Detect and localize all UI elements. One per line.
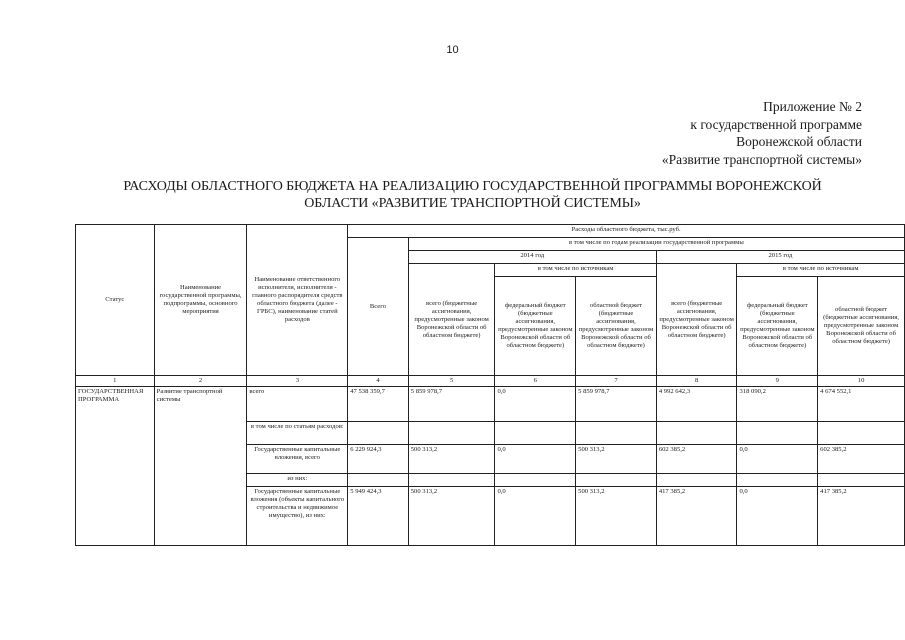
cell-2014-regional: 500 313,2 <box>576 445 657 474</box>
column-number: 4 <box>348 376 409 387</box>
cell-2015-total: 417 385,2 <box>656 487 737 546</box>
page-number: 10 <box>446 44 459 56</box>
cell-total: 6 229 924,3 <box>348 445 409 474</box>
row-item: в том числе по статьям расходов: <box>247 422 348 445</box>
cell-empty <box>495 422 576 445</box>
cell-empty <box>737 422 818 445</box>
header-year-2015: 2015 год <box>656 251 904 264</box>
column-number: 3 <box>247 376 348 387</box>
cell-empty <box>576 422 657 445</box>
cell-2015-total: 4 992 642,3 <box>656 387 737 422</box>
cell-empty <box>408 474 495 487</box>
column-number: 10 <box>818 376 905 387</box>
header-2014-federal: федеральный бюджет (бюджетные ассигнования, предусмотренные законом Воронежской области об областном бюджете) <box>495 277 576 376</box>
cell-2015-federal: 318 090,2 <box>737 387 818 422</box>
cell-empty <box>737 474 818 487</box>
cell-2015-federal: 0,0 <box>737 487 818 546</box>
title-line-2: ОБЛАСТИ «РАЗВИТИЕ ТРАНСПОРТНОЙ СИСТЕМЫ» <box>304 196 641 211</box>
column-number: 7 <box>576 376 657 387</box>
column-number: 2 <box>154 376 247 387</box>
cell-total: 5 949 424,3 <box>348 487 409 546</box>
cell-empty <box>576 474 657 487</box>
header-total: Всего <box>348 238 409 376</box>
cell-empty <box>408 422 495 445</box>
row-item: всего <box>247 387 348 422</box>
header-2014-by-sources: в том числе по источникам <box>495 264 656 277</box>
cell-empty <box>348 422 409 445</box>
cell-empty <box>348 474 409 487</box>
cell-2015-regional: 4 674 552,1 <box>818 387 905 422</box>
cell-2015-regional: 417 385,2 <box>818 487 905 546</box>
cell-2014-total: 5 859 978,7 <box>408 387 495 422</box>
header-2014-total: всего (бюджетные ассигнования, предусмотренные законом Воронежской области об областном бюджете) <box>408 264 495 376</box>
column-number: 1 <box>76 376 155 387</box>
cell-2014-regional: 5 859 978,7 <box>576 387 657 422</box>
header-by-years: в том числе по годам реализации государственной программы <box>408 238 904 251</box>
budget-table <box>75 224 905 546</box>
cell-2015-regional: 602 385,2 <box>818 445 905 474</box>
header-program-name: Наименование государственной программы, подпрограммы, основного мероприятия <box>154 225 247 376</box>
cell-2014-federal: 0,0 <box>495 387 576 422</box>
header-executor: Наименование ответственного исполнителя, исполнителя - главного распорядителя средств областного бюджета (далее - ГРБС), наименование статей расходов <box>247 225 348 376</box>
row-program: Развитие транспортной системы <box>154 387 247 546</box>
table-row <box>76 387 905 422</box>
header-2015-total: всего (бюджетные ассигнования, предусмотренные законом Воронежской области об областном бюджете) <box>656 264 737 376</box>
header-2015-regional: областной бюджет (бюджетные ассигнования, предусмотренные законом Воронежской области об областном бюджете) <box>818 277 905 376</box>
cell-empty <box>818 422 905 445</box>
header-2014-regional: областной бюджет (бюджетные ассигнования, предусмотренные законом Воронежской области об областном бюджете) <box>576 277 657 376</box>
row-status: ГОСУДАРСТВЕННАЯ ПРОГРАММА <box>76 387 155 546</box>
title-line-1: РАСХОДЫ ОБЛАСТНОГО БЮДЖЕТА НА РЕАЛИЗАЦИЮ ГОСУДАРСТВЕННОЙ ПРОГРАММЫ ВОРОНЕЖСКОЙ <box>123 179 822 194</box>
row-item: Государственные капитальные вложения (объекты капитального строительства и недвижимое имущество), из них: <box>247 487 348 546</box>
cell-2014-total: 500 313,2 <box>408 487 495 546</box>
cell-2015-federal: 0,0 <box>737 445 818 474</box>
cell-2014-federal: 0,0 <box>495 445 576 474</box>
row-item: Государственные капитальные вложения, всего <box>247 445 348 474</box>
column-number: 5 <box>408 376 495 387</box>
header-expenses: Расходы областного бюджета, тыс.руб. <box>348 225 905 238</box>
cell-empty <box>495 474 576 487</box>
appendix-line-3: Воронежской области <box>736 134 862 149</box>
document-title <box>60 178 885 212</box>
cell-2014-total: 500 313,2 <box>408 445 495 474</box>
cell-empty <box>818 474 905 487</box>
column-number: 8 <box>656 376 737 387</box>
cell-empty <box>656 422 737 445</box>
cell-2014-federal: 0,0 <box>495 487 576 546</box>
appendix-line-1: Приложение № 2 <box>763 99 862 114</box>
column-number: 6 <box>495 376 576 387</box>
header-year-2014: 2014 год <box>408 251 656 264</box>
cell-empty <box>656 474 737 487</box>
row-item: из них: <box>247 474 348 487</box>
cell-2014-regional: 500 313,2 <box>576 487 657 546</box>
appendix-line-2: к государственной программе <box>690 116 862 132</box>
cell-2015-total: 602 385,2 <box>656 445 737 474</box>
cell-total: 47 538 359,7 <box>348 387 409 422</box>
header-2015-by-sources: в том числе по источникам <box>737 264 905 277</box>
appendix-line-4: «Развитие транспортной системы» <box>661 151 862 167</box>
header-2015-federal: федеральный бюджет (бюджетные ассигнования, предусмотренные законом Воронежской области об областном бюджете) <box>737 277 818 376</box>
column-number: 9 <box>737 376 818 387</box>
appendix-block <box>662 98 862 168</box>
header-status: Статус <box>76 225 155 376</box>
